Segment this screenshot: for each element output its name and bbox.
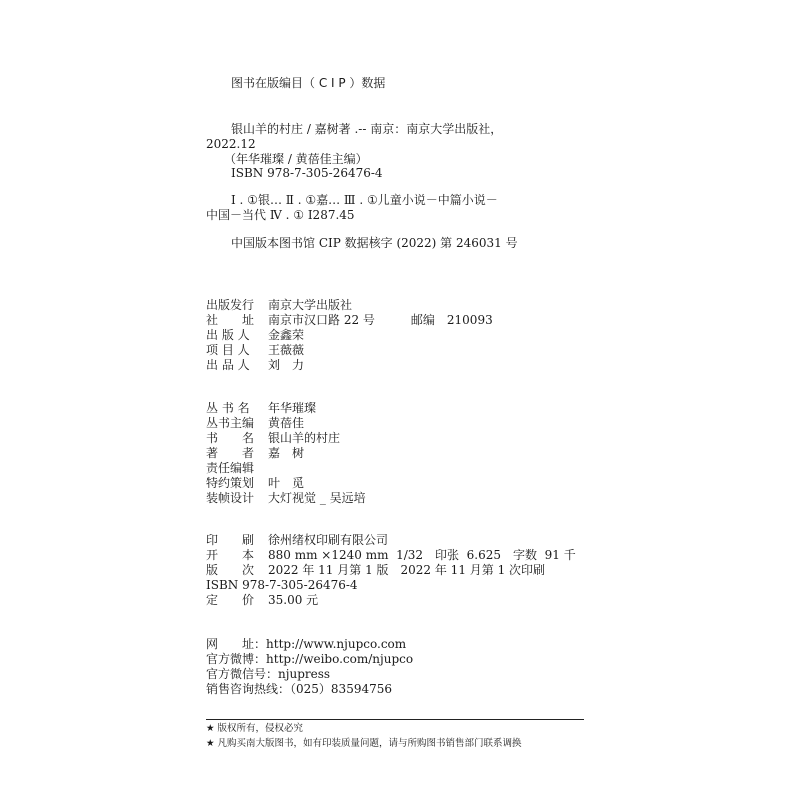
info-label: 印 刷 — [206, 533, 255, 547]
copyright-notice: ★ 版权所有，侵权必究 — [206, 723, 304, 734]
cip-heading: 图书在版编目（ C I P ）数据 — [231, 76, 386, 90]
info-value: 880 mm ×1240 mm 1/32 印张 6.625 字数 91 千 — [268, 548, 576, 562]
info-label: 出版发行 — [206, 298, 255, 312]
info-label: 丛书主编 — [206, 416, 255, 430]
info-value: 嘉 树 — [268, 446, 305, 460]
publisher-info-row — [206, 313, 493, 328]
info-value: 徐州绪权印刷有限公司 — [268, 533, 389, 547]
print-info-row — [206, 548, 576, 563]
info-label: 版 次 — [206, 563, 255, 577]
info-value: 叶 觅 — [268, 476, 305, 490]
publisher-info-row — [206, 328, 493, 343]
wechat-id: njupress — [278, 667, 331, 681]
info-label: 项 目 人 — [206, 343, 250, 357]
info-label: 出 版 人 — [206, 328, 250, 342]
cip-class-line-2: 中国－当代 Ⅳ . ① I287.45 — [206, 208, 355, 222]
info-value: 2022 年 11 月第 1 版 2022 年 11 月第 1 次印刷 — [268, 563, 546, 577]
cip-isbn-line: ISBN 978-7-305-26476-4 — [231, 166, 383, 180]
info-label: 书 名 — [206, 431, 255, 445]
info-label: 网 址： — [206, 637, 267, 651]
publisher-info-block — [206, 298, 493, 373]
info-value: 南京市汉口路 22 号 邮编 210093 — [268, 313, 493, 327]
cip-class-line-1: Ⅰ . ①银… Ⅱ . ①嘉… Ⅲ . ①儿童小说－中篇小说－ — [231, 193, 498, 207]
info-label: 定 价 — [206, 593, 255, 607]
info-value: 35.00 元 — [268, 593, 319, 607]
info-label: 销售咨询热线： — [206, 682, 291, 696]
info-value: 黄蓓佳 — [268, 416, 305, 430]
book-info-row — [206, 446, 366, 461]
contact-info-row — [206, 652, 413, 667]
info-value: 金鑫荣 — [268, 328, 305, 342]
info-label: 装帧设计 — [206, 491, 255, 505]
info-label: 特约策划 — [206, 476, 255, 490]
print-info-row — [206, 533, 576, 548]
contact-info-block — [206, 637, 413, 697]
info-value: 银山羊的村庄 — [268, 431, 341, 445]
footer-divider — [206, 719, 584, 720]
info-value: 南京大学出版社 — [268, 298, 353, 312]
book-info-row — [206, 476, 366, 491]
info-value: 年华璀璨 — [268, 401, 317, 415]
cip-series-line: （年华璀璨 / 黄蓓佳主编） — [224, 152, 368, 166]
info-value: 王薇薇 — [268, 343, 305, 357]
contact-info-row — [206, 667, 413, 682]
book-info-row — [206, 461, 366, 476]
publisher-info-row — [206, 343, 493, 358]
info-label: 出 品 人 — [206, 358, 250, 372]
info-value: 大灯视觉 _ 吴远培 — [268, 491, 366, 505]
print-info-row — [206, 593, 576, 608]
cip-title-line: 银山羊的村庄 / 嘉树著 .-- 南京：南京大学出版社， — [231, 122, 503, 136]
print-info-row — [206, 563, 576, 578]
print-info-row — [206, 578, 576, 593]
print-info-block — [206, 533, 576, 608]
replacement-notice: ★ 凡购买南大版图书，如有印装质量问题，请与所购图书销售部门联系调换 — [206, 738, 522, 749]
info-value: 刘 力 — [268, 358, 305, 372]
info-label: 责任编辑 — [206, 461, 255, 475]
sales-hotline: （025）83594756 — [290, 682, 392, 696]
book-info-row — [206, 491, 366, 506]
info-label: 开 本 — [206, 548, 255, 562]
contact-info-row — [206, 637, 413, 652]
info-label: 官方微信号： — [206, 667, 279, 681]
cip-date-line: 2022.12 — [206, 137, 256, 151]
book-info-block — [206, 401, 366, 506]
book-info-row — [206, 416, 366, 431]
website-link: http://www.njupco.com — [266, 637, 407, 651]
info-label: 著 者 — [206, 446, 255, 460]
cip-record-number: 中国版本图书馆 CIP 数据核字 (2022) 第 246031 号 — [231, 236, 518, 250]
info-label: 丛 书 名 — [206, 401, 250, 415]
info-value: ISBN 978-7-305-26476-4 — [206, 578, 358, 592]
publisher-info-row — [206, 358, 493, 373]
book-info-row — [206, 431, 366, 446]
book-info-row — [206, 401, 366, 416]
publisher-info-row — [206, 298, 493, 313]
contact-info-row — [206, 682, 413, 697]
info-label: 社 址 — [206, 313, 255, 327]
info-label: 官方微博： — [206, 652, 267, 666]
weibo-link: http://weibo.com/njupco — [266, 652, 414, 666]
